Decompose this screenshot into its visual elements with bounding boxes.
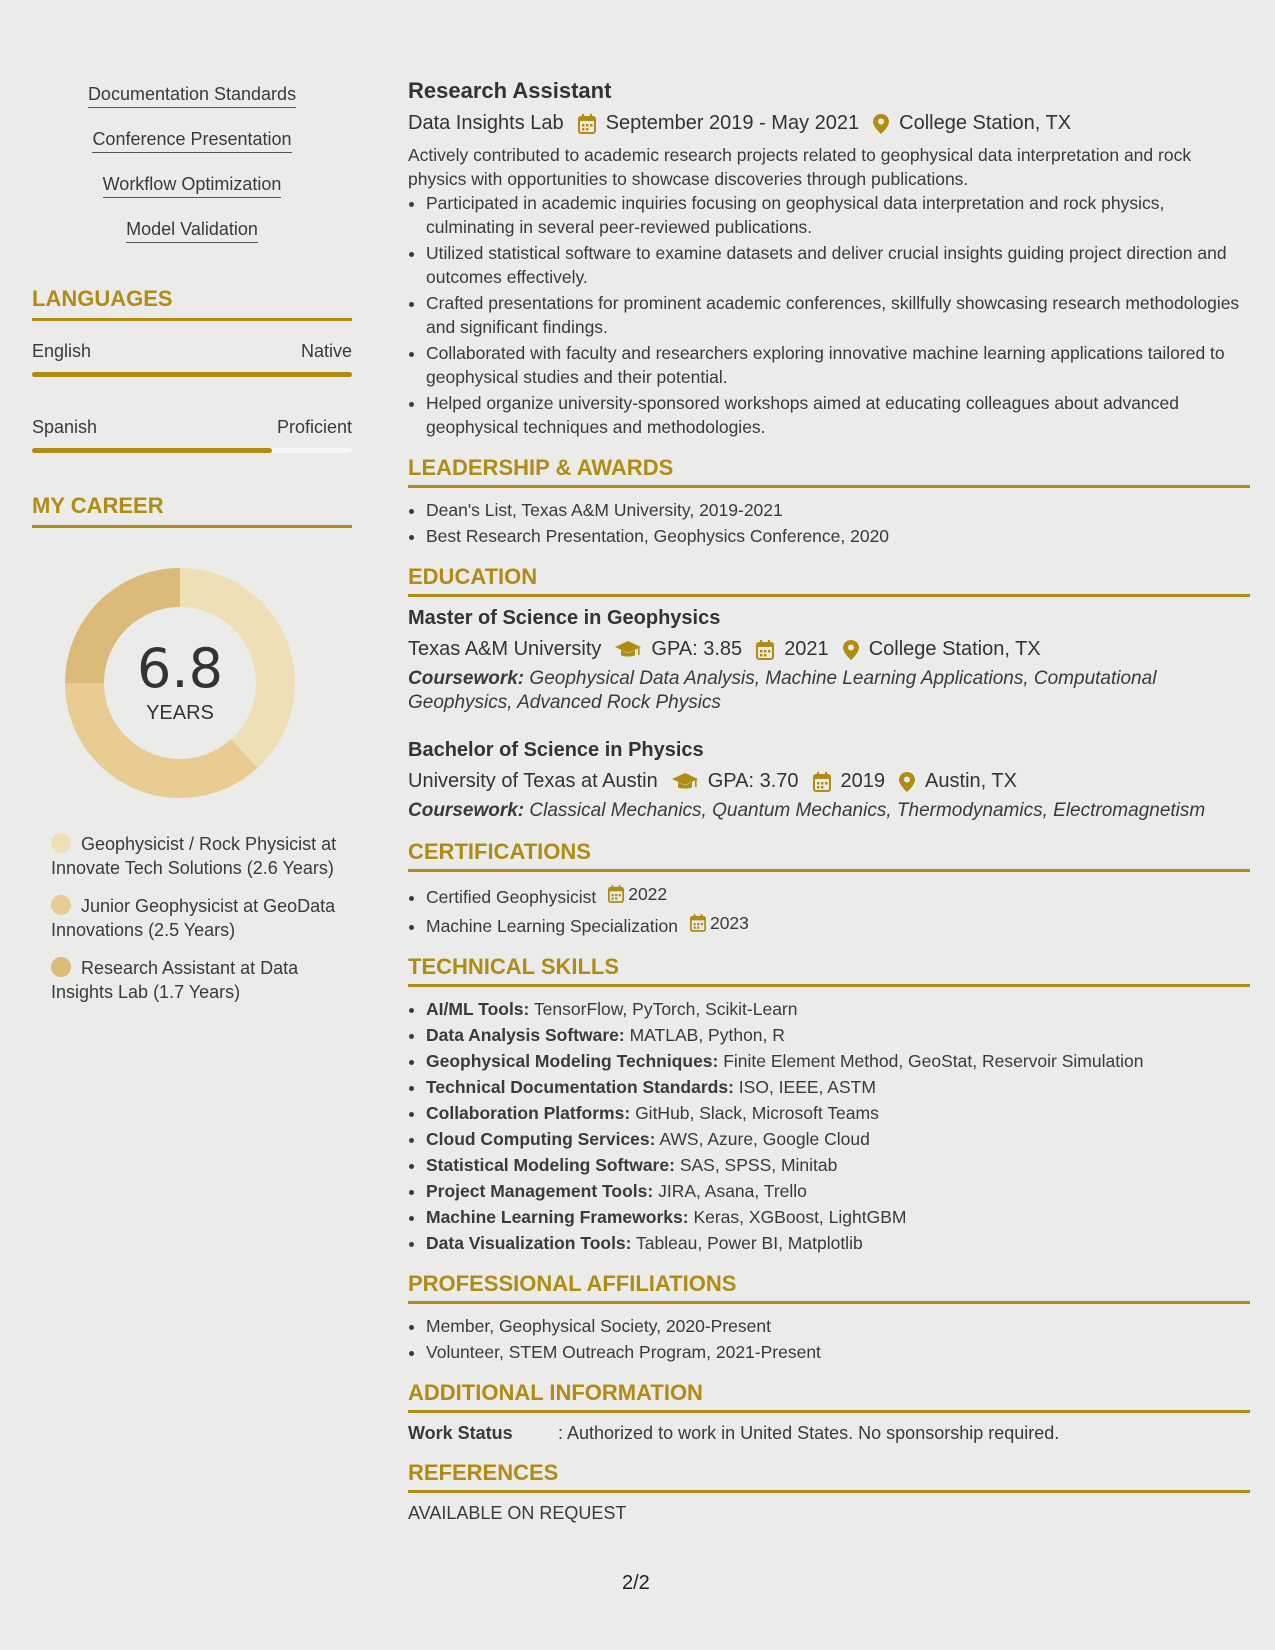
job-bullets bbox=[408, 191, 1250, 439]
legend-dot bbox=[51, 833, 71, 853]
cert-year: 2022 bbox=[628, 884, 668, 904]
list-item: • Participated in academic inquiries focusing on geophysical data interpretation and rock physics, culminating in several peer-reviewed publications. bbox=[426, 191, 1250, 239]
language-bar bbox=[32, 448, 352, 453]
language-level: Proficient bbox=[276, 417, 352, 437]
affiliations-list bbox=[408, 1314, 1250, 1364]
list-item: • Best Research Presentation, Geophysics Conference, 2020 bbox=[426, 524, 1250, 548]
language-item bbox=[32, 341, 352, 377]
language-bar-fill bbox=[32, 372, 352, 377]
graduation-cap-icon bbox=[615, 641, 641, 659]
certifications-list bbox=[408, 882, 1250, 938]
skill-tags bbox=[32, 84, 352, 264]
gpa: GPA: 3.85 bbox=[651, 638, 743, 660]
grad-year: 2019 bbox=[840, 770, 886, 792]
coursework-list: Geophysical Data Analysis, Machine Learning Applications, Computational Geophysics, Advanced Rock Physics bbox=[408, 668, 1157, 713]
location-pin-icon bbox=[843, 640, 859, 660]
sidebar bbox=[32, 84, 352, 1018]
career-legend bbox=[32, 832, 352, 1004]
references-text: AVAILABLE ON REQUEST bbox=[408, 1503, 627, 1523]
calendar-icon bbox=[578, 114, 596, 134]
legend-dot bbox=[51, 895, 71, 915]
career-total-years: 6.8 bbox=[137, 636, 223, 700]
skill-value: Finite Element Method, GeoStat, Reservoir Simulation bbox=[723, 1051, 1144, 1071]
list-item bbox=[426, 1075, 1250, 1099]
graduation-cap-icon bbox=[672, 773, 698, 791]
school-name: Texas A&M University bbox=[408, 638, 602, 660]
skill-value: GitHub, Slack, Microsoft Teams bbox=[635, 1103, 879, 1123]
awards-heading: LEADERSHIP & AWARDS bbox=[408, 455, 1250, 488]
calendar-icon bbox=[690, 914, 706, 932]
calendar-icon bbox=[608, 885, 624, 903]
skill-tag: Documentation Standards bbox=[88, 84, 296, 108]
legend-dot bbox=[51, 957, 71, 977]
coursework bbox=[408, 799, 1250, 823]
languages-heading: LANGUAGES bbox=[32, 286, 352, 321]
certifications-heading: CERTIFICATIONS bbox=[408, 839, 1250, 872]
company-name: Data Insights Lab bbox=[408, 112, 564, 134]
skill-label: Statistical Modeling Software: bbox=[426, 1155, 675, 1175]
list-item bbox=[426, 1101, 1250, 1125]
list-item bbox=[426, 882, 1250, 909]
career-donut-chart bbox=[65, 568, 295, 798]
list-item bbox=[426, 1179, 1250, 1203]
coursework bbox=[408, 667, 1250, 715]
list-item bbox=[426, 1127, 1250, 1151]
location-pin-icon bbox=[873, 114, 889, 134]
coursework-label: Coursework: bbox=[408, 668, 525, 689]
skill-value: Keras, XGBoost, LightGBM bbox=[693, 1207, 907, 1227]
skill-tag: Workflow Optimization bbox=[103, 174, 282, 198]
skill-label: Geophysical Modeling Techniques: bbox=[426, 1051, 719, 1071]
references-heading: REFERENCES bbox=[408, 1460, 1250, 1493]
list-item: • Volunteer, STEM Outreach Program, 2021-Present bbox=[426, 1340, 1250, 1364]
main-content bbox=[408, 78, 1250, 1524]
skills-list bbox=[408, 997, 1250, 1255]
job-summary: Actively contributed to academic research projects related to geophysical data interpretation and rock physics with opportunities to showcase discoveries through publications. bbox=[408, 145, 1192, 189]
skill-label: Collaboration Platforms: bbox=[426, 1103, 631, 1123]
skill-label: Data Analysis Software: bbox=[426, 1025, 625, 1045]
language-name: Spanish bbox=[32, 417, 98, 437]
job-location: College Station, TX bbox=[899, 112, 1072, 134]
page-number: 2/2 bbox=[622, 1572, 650, 1594]
languages-list bbox=[32, 341, 352, 453]
skill-value: MATLAB, Python, R bbox=[629, 1025, 785, 1045]
list-item bbox=[426, 997, 1250, 1021]
job-title: Research Assistant bbox=[408, 78, 612, 103]
work-status-value: : Authorized to work in United States. No sponsorship required. bbox=[558, 1423, 1060, 1443]
list-item bbox=[426, 1049, 1250, 1073]
affiliations-heading: PROFESSIONAL AFFILIATIONS bbox=[408, 1271, 1250, 1304]
experience-entry bbox=[408, 78, 1250, 439]
additional-heading: ADDITIONAL INFORMATION bbox=[408, 1380, 1250, 1413]
language-name: English bbox=[32, 341, 92, 361]
skill-value: TensorFlow, PyTorch, Scikit-Learn bbox=[533, 999, 798, 1019]
skill-label: Technical Documentation Standards: bbox=[426, 1077, 734, 1097]
list-item bbox=[426, 911, 1250, 938]
skill-label: Data Visualization Tools: bbox=[426, 1233, 632, 1253]
skill-value: JIRA, Asana, Trello bbox=[658, 1181, 807, 1201]
list-item bbox=[426, 1023, 1250, 1047]
language-bar-fill bbox=[32, 448, 272, 453]
skill-value: AWS, Azure, Google Cloud bbox=[659, 1129, 870, 1149]
grad-year: 2021 bbox=[784, 638, 829, 660]
degree-meta bbox=[408, 638, 1250, 661]
coursework-label: Coursework: bbox=[408, 800, 525, 821]
degree-title: Bachelor of Science in Physics bbox=[408, 739, 704, 761]
list-item: • Helped organize university-sponsored workshops aimed at educating colleagues about advanced geophysical techniques and methodologies. bbox=[426, 391, 1250, 439]
job-meta bbox=[408, 112, 1250, 135]
legend-item bbox=[51, 894, 352, 942]
legend-item bbox=[51, 832, 352, 880]
job-dates: September 2019 - May 2021 bbox=[605, 112, 860, 134]
coursework-list: Classical Mechanics, Quantum Mechanics, Thermodynamics, Electromagnetism bbox=[529, 800, 1206, 821]
list-item bbox=[426, 1231, 1250, 1255]
language-item bbox=[32, 417, 352, 453]
list-item: • Dean's List, Texas A&M University, 2019-2021 bbox=[426, 498, 1250, 522]
skills-heading: TECHNICAL SKILLS bbox=[408, 954, 1250, 987]
education-entry bbox=[408, 607, 1250, 715]
gpa: GPA: 3.70 bbox=[707, 770, 799, 792]
list-item bbox=[426, 1153, 1250, 1177]
work-status bbox=[408, 1423, 1250, 1444]
location-pin-icon bbox=[899, 772, 915, 792]
degree-title: Master of Science in Geophysics bbox=[408, 607, 721, 629]
skill-tag: Conference Presentation bbox=[92, 129, 291, 153]
cert-year: 2023 bbox=[709, 913, 749, 933]
degree-meta bbox=[408, 770, 1250, 793]
skill-tag: Model Validation bbox=[126, 219, 258, 243]
skill-value: SAS, SPSS, Minitab bbox=[679, 1155, 838, 1175]
list-item bbox=[426, 1205, 1250, 1229]
skill-label: Machine Learning Frameworks: bbox=[426, 1207, 689, 1227]
skill-label: Cloud Computing Services: bbox=[426, 1129, 656, 1149]
cert-name: Certified Geophysicist bbox=[426, 887, 597, 907]
list-item: • Member, Geophysical Society, 2020-Present bbox=[426, 1314, 1250, 1338]
calendar-icon bbox=[813, 772, 831, 792]
list-item: • Crafted presentations for prominent academic conferences, skillfully showcasing research methodologies and significant findings. bbox=[426, 291, 1250, 339]
work-status-label: Work Status bbox=[408, 1423, 513, 1443]
career-unit: YEARS bbox=[146, 701, 214, 724]
skill-value: Tableau, Power BI, Matplotlib bbox=[636, 1233, 863, 1253]
cert-name: Machine Learning Specialization bbox=[426, 916, 678, 936]
skill-value: ISO, IEEE, ASTM bbox=[738, 1077, 876, 1097]
legend-item bbox=[51, 956, 352, 1004]
legend-label: Research Assistant at Data Insights Lab (1.7 Years) bbox=[51, 958, 299, 1002]
career-heading: MY CAREER bbox=[32, 493, 352, 528]
language-level: Native bbox=[300, 341, 352, 361]
school-name: University of Texas at Austin bbox=[408, 770, 658, 792]
skill-label: AI/ML Tools: bbox=[426, 999, 530, 1019]
list-item: • Utilized statistical software to examine datasets and deliver crucial insights guiding project direction and outcomes effectively. bbox=[426, 241, 1250, 289]
skill-label: Project Management Tools: bbox=[426, 1181, 654, 1201]
calendar-icon bbox=[756, 640, 774, 660]
legend-label: Geophysicist / Rock Physicist at Innovate Tech Solutions (2.6 Years) bbox=[51, 834, 337, 878]
education-heading: EDUCATION bbox=[408, 564, 1250, 597]
awards-list bbox=[408, 498, 1250, 548]
legend-label: Junior Geophysicist at GeoData Innovations (2.5 Years) bbox=[51, 896, 336, 940]
education-entry bbox=[408, 739, 1250, 823]
school-location: College Station, TX bbox=[868, 638, 1041, 660]
school-location: Austin, TX bbox=[925, 770, 1017, 792]
list-item: • Collaborated with faculty and researchers exploring innovative machine learning applications tailored to geophysical studies and their potential. bbox=[426, 341, 1250, 389]
language-bar bbox=[32, 372, 352, 377]
